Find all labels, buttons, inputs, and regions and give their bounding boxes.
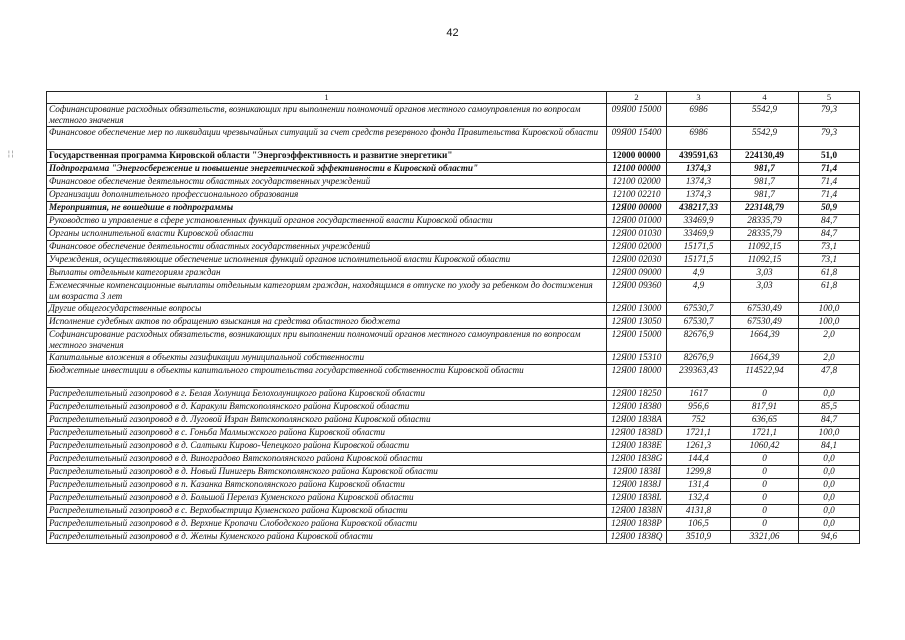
table-row — [47, 104, 860, 127]
row-name-cell: Распределительный газопровод в д. Каракули Вятскополянского района Кировской области — [47, 401, 607, 414]
table-row — [47, 280, 860, 303]
row-executed-cell: 0 — [731, 479, 799, 492]
row-percent-cell: 0,0 — [799, 466, 860, 479]
row-planned-cell: 1261,3 — [667, 440, 731, 453]
row-name-cell: Распределительный газопровод в с. Верхобыстрица Куменского района Кировской области — [47, 505, 607, 518]
row-percent-cell: 73,1 — [799, 254, 860, 267]
table-row — [47, 163, 860, 176]
row-percent-cell: 100,0 — [799, 427, 860, 440]
row-percent-cell: 50,9 — [799, 202, 860, 215]
row-percent-cell: 47,8 — [799, 365, 860, 388]
row-percent-cell: 84,1 — [799, 440, 860, 453]
row-executed-cell: 0 — [731, 518, 799, 531]
row-planned-cell: 1617 — [667, 388, 731, 401]
row-planned-cell: 439591,63 — [667, 150, 731, 163]
row-name-cell: Капитальные вложения в объекты газификации муниципальной собственности — [47, 352, 607, 365]
row-percent-cell: 2,0 — [799, 329, 860, 352]
table-row — [47, 479, 860, 492]
row-percent-cell: 94,6 — [799, 531, 860, 544]
row-code-cell: 12Я00 1838A — [607, 414, 667, 427]
row-executed-cell: 67530,49 — [731, 316, 799, 329]
row-planned-cell: 82676,9 — [667, 352, 731, 365]
row-executed-cell: 5542,9 — [731, 127, 799, 150]
row-percent-cell: 100,0 — [799, 303, 860, 316]
row-percent-cell: 71,4 — [799, 163, 860, 176]
row-name-cell: Распределительный газопровод в д. Верхние Кропачи Слободского района Кировской области — [47, 518, 607, 531]
row-code-cell: 12Я00 15310 — [607, 352, 667, 365]
row-planned-cell: 1374,3 — [667, 189, 731, 202]
row-name-cell: Учреждения, осуществляющие обеспечение исполнения функций органов исполнительной власти Кировской области — [47, 254, 607, 267]
row-name-cell: Мероприятия, не вошедшие в подпрограммы — [47, 202, 607, 215]
row-planned-cell: 1721,1 — [667, 427, 731, 440]
row-planned-cell: 67530,7 — [667, 303, 731, 316]
table-row — [47, 414, 860, 427]
row-name-cell: Распределительный газопровод в г. Белая Холуница Белохолуницкого района Кировской области — [47, 388, 607, 401]
row-code-cell: 12Я00 01000 — [607, 215, 667, 228]
row-executed-cell: 981,7 — [731, 163, 799, 176]
row-name-cell: Подпрограмма "Энергосбережение и повышение энергетической эффективности в Кировской области" — [47, 163, 607, 176]
row-percent-cell: 0,0 — [799, 492, 860, 505]
row-planned-cell: 82676,9 — [667, 329, 731, 352]
row-planned-cell: 239363,43 — [667, 365, 731, 388]
row-executed-cell: 3,03 — [731, 267, 799, 280]
row-code-cell: 12Я00 18380 — [607, 401, 667, 414]
row-planned-cell: 33469,9 — [667, 215, 731, 228]
row-executed-cell: 3321,06 — [731, 531, 799, 544]
table-row — [47, 267, 860, 280]
row-name-cell: Распределительный газопровод в д. Новый Пинигерь Вятскополянского района Кировской области — [47, 466, 607, 479]
row-code-cell: 12Я00 1838J — [607, 479, 667, 492]
row-percent-cell: 0,0 — [799, 388, 860, 401]
row-percent-cell: 84,7 — [799, 414, 860, 427]
row-percent-cell: 71,4 — [799, 176, 860, 189]
row-code-cell: 12Я00 1838G — [607, 453, 667, 466]
row-code-cell: 12Я00 09000 — [607, 267, 667, 280]
row-planned-cell: 15171,5 — [667, 241, 731, 254]
row-code-cell: 12Я00 00000 — [607, 202, 667, 215]
row-percent-cell: 71,4 — [799, 189, 860, 202]
row-executed-cell: 11092,15 — [731, 254, 799, 267]
row-name-cell: Руководство и управление в сфере установленных функций органов государственной власти Кировской области — [47, 215, 607, 228]
header-col-3: 3 — [667, 92, 731, 104]
row-executed-cell: 3,03 — [731, 280, 799, 303]
row-planned-cell: 131,4 — [667, 479, 731, 492]
row-code-cell: 12Я00 09360 — [607, 280, 667, 303]
row-planned-cell: 4,9 — [667, 280, 731, 303]
table-row — [47, 453, 860, 466]
row-name-cell: Софинансирование расходных обязательств, возникающих при выполнении полномочий органов местного самоуправления по вопросам местного значения — [47, 329, 607, 352]
table-row — [47, 150, 860, 163]
row-executed-cell: 0 — [731, 388, 799, 401]
row-percent-cell: 0,0 — [799, 505, 860, 518]
header-col-1: 1 — [47, 92, 607, 104]
table-row — [47, 427, 860, 440]
row-name-cell: Органы исполнительной власти Кировской области — [47, 228, 607, 241]
table-row — [47, 365, 860, 388]
row-planned-cell: 15171,5 — [667, 254, 731, 267]
row-percent-cell: 61,8 — [799, 280, 860, 303]
row-executed-cell: 0 — [731, 505, 799, 518]
row-planned-cell: 1374,3 — [667, 163, 731, 176]
row-executed-cell: 0 — [731, 492, 799, 505]
table-row — [47, 254, 860, 267]
row-percent-cell: 100,0 — [799, 316, 860, 329]
row-planned-cell: 956,6 — [667, 401, 731, 414]
table-row — [47, 440, 860, 453]
row-executed-cell: 67530,49 — [731, 303, 799, 316]
row-planned-cell: 132,4 — [667, 492, 731, 505]
row-planned-cell: 33469,9 — [667, 228, 731, 241]
row-executed-cell: 1664,39 — [731, 329, 799, 352]
scan-edge-mark: ¦ ¦ — [8, 151, 14, 158]
row-code-cell: 12Я00 15000 — [607, 329, 667, 352]
row-executed-cell: 114522,94 — [731, 365, 799, 388]
row-planned-cell: 752 — [667, 414, 731, 427]
row-executed-cell: 981,7 — [731, 189, 799, 202]
row-executed-cell: 981,7 — [731, 176, 799, 189]
table-row — [47, 492, 860, 505]
row-planned-cell: 4,9 — [667, 267, 731, 280]
row-planned-cell: 1299,8 — [667, 466, 731, 479]
row-percent-cell: 79,3 — [799, 104, 860, 127]
row-name-cell: Организации дополнительного профессионального образования — [47, 189, 607, 202]
row-code-cell: 12Я00 13000 — [607, 303, 667, 316]
row-executed-cell: 28335,79 — [731, 228, 799, 241]
header-col-4: 4 — [731, 92, 799, 104]
table-row — [47, 303, 860, 316]
table-row — [47, 329, 860, 352]
row-percent-cell: 85,5 — [799, 401, 860, 414]
table-row — [47, 531, 860, 544]
table-row — [47, 215, 860, 228]
row-name-cell: Распределительный газопровод в п. Казанка Вятскополянского района Кировской области — [47, 479, 607, 492]
row-code-cell: 12Я00 1838N — [607, 505, 667, 518]
row-name-cell: Распределительный газопровод в с. Гоньба Малмыжского района Кировской области — [47, 427, 607, 440]
row-percent-cell: 61,8 — [799, 267, 860, 280]
table-row — [47, 316, 860, 329]
row-executed-cell: 5542,9 — [731, 104, 799, 127]
row-name-cell: Распределительный газопровод в д. Виноградово Вятскополянского района Кировской области — [47, 453, 607, 466]
row-planned-cell: 438217,33 — [667, 202, 731, 215]
row-executed-cell: 223148,79 — [731, 202, 799, 215]
header-col-5: 5 — [799, 92, 860, 104]
row-name-cell: Софинансирование расходных обязательств, возникающих при выполнении полномочий органов местного самоуправления по вопросам местного значения — [47, 104, 607, 127]
row-code-cell: 12Я00 13050 — [607, 316, 667, 329]
row-planned-cell: 67530,7 — [667, 316, 731, 329]
row-name-cell: Распределительный газопровод в д. Желны Куменского района Кировской области — [47, 531, 607, 544]
row-planned-cell: 4131,8 — [667, 505, 731, 518]
row-code-cell: 12Я00 18250 — [607, 388, 667, 401]
row-executed-cell: 1664,39 — [731, 352, 799, 365]
header-row — [47, 92, 860, 104]
row-executed-cell: 11092,15 — [731, 241, 799, 254]
header-col-2: 2 — [607, 92, 667, 104]
row-code-cell: 12Я00 01030 — [607, 228, 667, 241]
table-row — [47, 228, 860, 241]
row-name-cell: Финансовое обеспечение мер по ликвидации чрезвычайных ситуаций за счет средств резервного фонда Правительства Кировской области — [47, 127, 607, 150]
row-code-cell: 12Я00 02000 — [607, 241, 667, 254]
row-name-cell: Исполнение судебных актов по обращению взыскания на средства областного бюджета — [47, 316, 607, 329]
row-percent-cell: 0,0 — [799, 453, 860, 466]
row-name-cell: Государственная программа Кировской области "Энергоэффективность и развитие энергетики" — [47, 150, 607, 163]
row-name-cell: Выплаты отдельным категориям граждан — [47, 267, 607, 280]
table-row — [47, 466, 860, 479]
row-percent-cell: 0,0 — [799, 479, 860, 492]
row-planned-cell: 6986 — [667, 127, 731, 150]
table-row — [47, 352, 860, 365]
row-code-cell: 12Я00 1838E — [607, 440, 667, 453]
table-row — [47, 505, 860, 518]
row-name-cell: Бюджетные инвестиции в объекты капитального строительства государственной собственности Кировской области — [47, 365, 607, 388]
row-executed-cell: 0 — [731, 453, 799, 466]
row-name-cell: Финансовое обеспечение деятельности областных государственных учреждений — [47, 241, 607, 254]
row-code-cell: 12000 00000 — [607, 150, 667, 163]
row-code-cell: 12Я00 1838Q — [607, 531, 667, 544]
row-percent-cell: 84,7 — [799, 215, 860, 228]
table-row — [47, 241, 860, 254]
row-code-cell: 12100 02210 — [607, 189, 667, 202]
row-name-cell: Распределительный газопровод в д. Салтыки Кирово-Чепецкого района Кировской области — [47, 440, 607, 453]
table-row — [47, 401, 860, 414]
row-executed-cell: 1721,1 — [731, 427, 799, 440]
row-planned-cell: 106,5 — [667, 518, 731, 531]
row-code-cell: 12Я00 02030 — [607, 254, 667, 267]
row-code-cell: 12Я00 18000 — [607, 365, 667, 388]
row-code-cell: 12Я00 1838D — [607, 427, 667, 440]
row-percent-cell: 73,1 — [799, 241, 860, 254]
table-row — [47, 202, 860, 215]
row-executed-cell: 0 — [731, 466, 799, 479]
row-code-cell: 09Я00 15400 — [607, 127, 667, 150]
row-code-cell: 12100 02000 — [607, 176, 667, 189]
table-row — [47, 518, 860, 531]
page-number: 42 — [446, 27, 459, 39]
row-name-cell: Другие общегосударственные вопросы — [47, 303, 607, 316]
row-planned-cell: 144,4 — [667, 453, 731, 466]
row-executed-cell: 636,65 — [731, 414, 799, 427]
row-name-cell: Распределительный газопровод в д. Луговой Изран Вятскополянского района Кировской области — [47, 414, 607, 427]
table-row — [47, 176, 860, 189]
table-body — [47, 104, 860, 544]
row-executed-cell: 1060,42 — [731, 440, 799, 453]
row-percent-cell: 84,7 — [799, 228, 860, 241]
row-code-cell: 12100 00000 — [607, 163, 667, 176]
row-code-cell: 12Я00 1838I — [607, 466, 667, 479]
table-row — [47, 388, 860, 401]
row-percent-cell: 2,0 — [799, 352, 860, 365]
row-percent-cell: 51,0 — [799, 150, 860, 163]
row-name-cell: Распределительный газопровод в д. Большой Перелаз Куменского района Кировской области — [47, 492, 607, 505]
row-executed-cell: 28335,79 — [731, 215, 799, 228]
budget-table — [46, 91, 860, 544]
row-planned-cell: 1374,3 — [667, 176, 731, 189]
row-planned-cell: 3510,9 — [667, 531, 731, 544]
row-code-cell: 12Я00 1838L — [607, 492, 667, 505]
row-name-cell: Ежемесячные компенсационные выплаты отдельным категориям граждан, находящимся в отпуске по уходу за ребенком до достижения им возраста 3 лет — [47, 280, 607, 303]
row-percent-cell: 79,3 — [799, 127, 860, 150]
row-name-cell: Финансовое обеспечение деятельности областных государственных учреждений — [47, 176, 607, 189]
row-code-cell: 09Я00 15000 — [607, 104, 667, 127]
row-code-cell: 12Я00 1838P — [607, 518, 667, 531]
table-row — [47, 127, 860, 150]
table-row — [47, 189, 860, 202]
row-percent-cell: 0,0 — [799, 518, 860, 531]
row-executed-cell: 224130,49 — [731, 150, 799, 163]
row-executed-cell: 817,91 — [731, 401, 799, 414]
row-planned-cell: 6986 — [667, 104, 731, 127]
